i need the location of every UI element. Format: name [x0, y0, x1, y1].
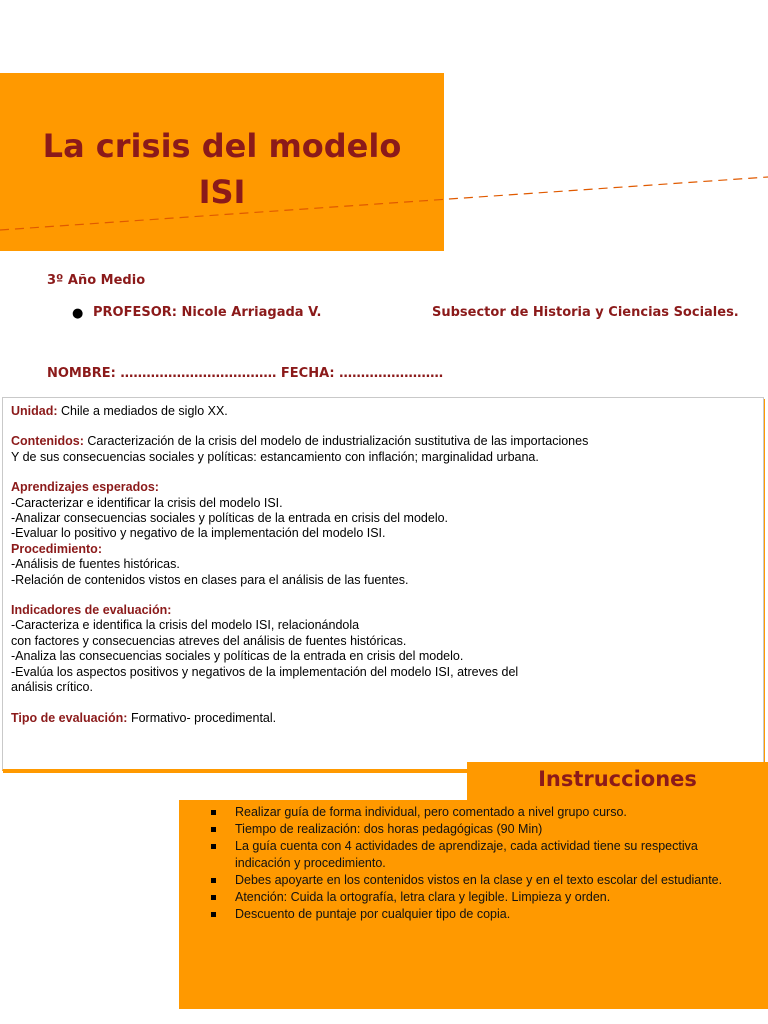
square-bullet-icon: [211, 878, 216, 883]
aprendizaje-item: -Evaluar lo positivo y negativo de la implementación del modelo ISI.: [11, 526, 386, 541]
aprendizaje-item: -Caracterizar e identificar la crisis del modelo ISI.: [11, 495, 283, 510]
indicador-item: -Caracteriza e identifica la crisis del modelo ISI, relacionándola: [11, 618, 360, 633]
title-line-2: ISI: [198, 173, 246, 211]
instruction-text: Atención: Cuida la ortografía, letra clara y legible. Limpieza y orden.: [235, 890, 611, 904]
tipo-text: Formativo- procedimental.: [127, 710, 277, 725]
square-bullet-icon: [211, 895, 216, 900]
instruction-text: Debes apoyarte en los contenidos vistos en la clase y en el texto escolar del estudiante.: [235, 873, 723, 887]
tipo-label: Tipo de evaluación:: [11, 710, 128, 725]
indicador-item: -Evalúa los aspectos positivos y negativos de la implementación del modelo ISI, atreves del: [11, 664, 519, 679]
procedimiento-label: Procedimiento:: [11, 541, 102, 556]
unidad-label: Unidad:: [11, 404, 58, 418]
instruction-text: Descuento de puntaje por cualquier tipo de copia.: [235, 907, 511, 921]
square-bullet-icon: [211, 844, 216, 849]
contenidos-text-2: Y de sus consecuencias sociales y políticas: estancamiento con inflación; marginalidad urbana.: [11, 449, 539, 464]
indicador-item: -Analiza las consecuencias sociales y políticas de la entrada en crisis del modelo.: [11, 649, 464, 664]
instructions-list: [205, 804, 725, 923]
procedimiento-item: -Relación de contenidos vistos en clases para el análisis de las fuentes.: [11, 572, 409, 587]
square-bullet-icon: [211, 912, 216, 917]
course-level: 3º Año Medio: [47, 273, 146, 288]
procedimiento-item: -Análisis de fuentes históricas.: [11, 557, 180, 572]
indicador-item: con factores y consecuencias atreves del análisis de fuentes históricas.: [11, 633, 407, 648]
unidad-text: Chile a mediados de siglo XX.: [57, 404, 228, 418]
square-bullet-icon: [211, 810, 216, 815]
instruction-text: La guía cuenta con 4 actividades de aprendizaje, cada actividad tiene su respectiva indicación y procedimiento.: [235, 839, 698, 870]
instruction-item: [205, 804, 725, 821]
teacher-name: PROFESOR: Nicole Arriagada V.: [93, 305, 322, 320]
square-bullet-icon: [211, 827, 216, 832]
aprendizajes-label: Aprendizajes esperados:: [11, 480, 159, 495]
aprendizaje-item: -Analizar consecuencias sociales y políticas de la entrada en crisis del modelo.: [11, 511, 449, 526]
contenidos-label: Contenidos:: [11, 434, 84, 449]
tipo-line: [11, 711, 755, 726]
contenidos-line: [11, 434, 755, 449]
indicador-item: análisis crítico.: [11, 680, 93, 695]
unit-info-box: [2, 397, 764, 771]
bullet-icon: ●: [72, 306, 84, 321]
instruction-text: Realizar guía de forma individual, pero comentado a nivel grupo curso.: [235, 805, 627, 819]
instruction-item: [205, 821, 725, 838]
instructions-title: Instrucciones: [538, 767, 697, 791]
page-title: [0, 123, 444, 215]
instruction-item: [205, 906, 725, 923]
name-date-field[interactable]: NOMBRE: ……………………………… FECHA: ……………………: [47, 366, 444, 381]
instruction-item: [205, 872, 725, 889]
title-line-1: La crisis del modelo: [42, 127, 402, 165]
instruction-item: [205, 889, 725, 906]
indicadores-label: Indicadores de evaluación:: [11, 603, 172, 618]
contenidos-text: Caracterización de la crisis del modelo de industrialización sustitutiva de las importaciones: [83, 434, 589, 449]
subsector: Subsector de Historia y Ciencias Sociales.: [432, 305, 739, 320]
instruction-item: [205, 838, 725, 872]
instruction-text: Tiempo de realización: dos horas pedagógicas (90 Min): [235, 822, 543, 836]
unidad-line: [11, 404, 755, 419]
